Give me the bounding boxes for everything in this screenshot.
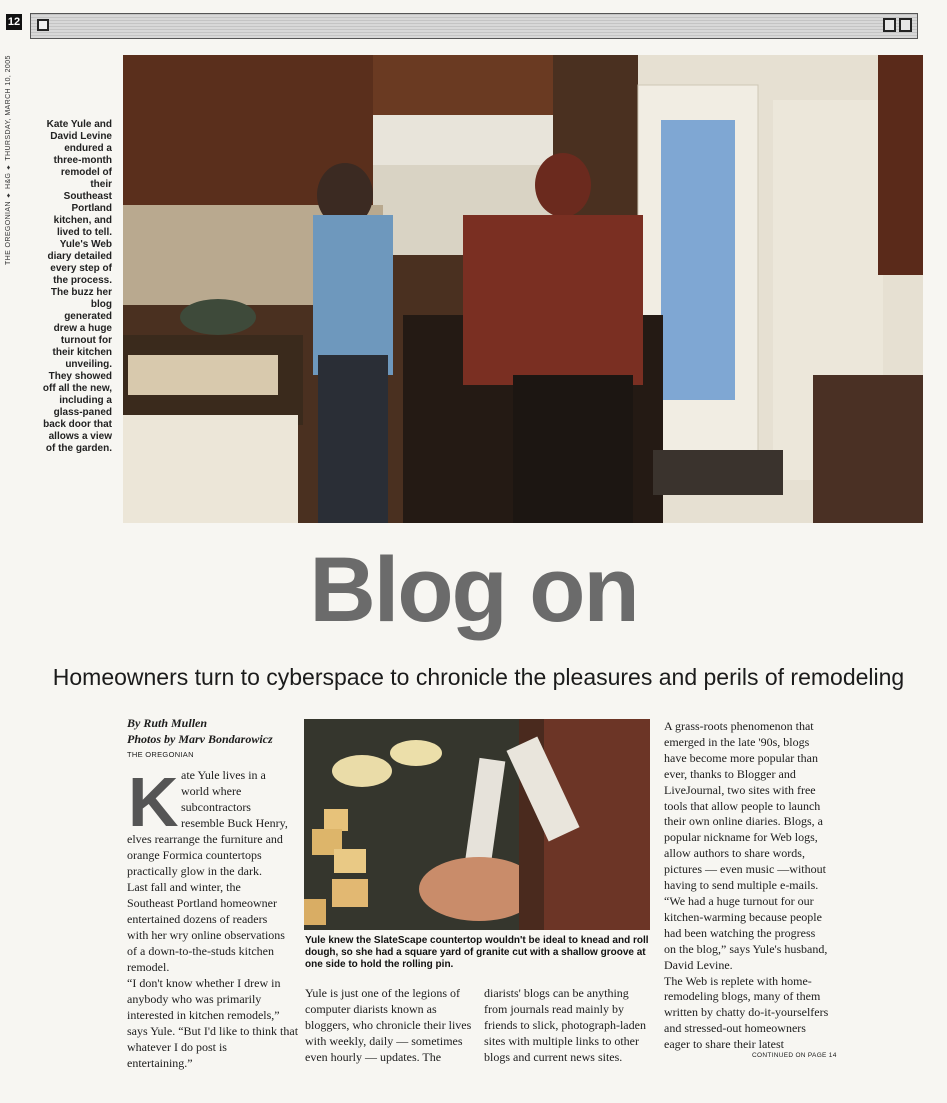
text-line: bloggers, who chronicle their lives — [305, 1018, 472, 1032]
text-line: computer diarists known as — [305, 1002, 437, 1016]
text-line: eager to share their latest — [664, 1037, 784, 1052]
text-line: turnout for — [60, 335, 112, 346]
page-number: 12 — [7, 16, 21, 28]
headline: Blog on — [309, 539, 638, 641]
text-line: emerged in the late '90s, blogs — [664, 734, 810, 749]
text-line: blogs and current news sites. — [484, 1050, 623, 1064]
text-line: “I don't know whether I drew in — [127, 976, 281, 990]
edition-line: THE OREGONIAN ♦ H&G ♦ THURSDAY, MARCH 10, 2005 — [5, 55, 12, 265]
continued-note: CONTINUED ON PAGE 14 — [752, 1052, 837, 1059]
byline-photos: Photos by Marv Bondarowicz — [127, 732, 273, 746]
text-line: sites with multiple links to other — [484, 1034, 639, 1048]
text-line: blog — [90, 299, 112, 310]
text-line: off all the new, — [42, 383, 112, 394]
text-line: diary detailed — [47, 251, 112, 262]
text-line: A grass-roots phenomenon that — [664, 719, 814, 733]
text-line: entertained dozens of readers — [127, 912, 268, 926]
dough-photo — [304, 719, 650, 930]
text-line: lived to tell. — [56, 227, 112, 238]
text-line: remodel. — [127, 960, 170, 974]
text-line: their — [90, 179, 112, 190]
scan-toolbar — [30, 13, 918, 39]
text-line: with her wry online observations — [127, 928, 285, 942]
text-line: LiveJournal, two sites with free — [664, 782, 816, 797]
text-line: allows a view — [48, 431, 112, 442]
panel-right-icon[interactable] — [899, 18, 912, 32]
text-line: Yule is just one of the legions of — [305, 986, 460, 1000]
text-line: entertaining.” — [127, 1056, 193, 1070]
text-line: David Levine. — [664, 957, 733, 972]
text-line: their own online diaries. Blogs, a — [664, 814, 823, 829]
text-line: ever, thanks to Blogger and — [664, 766, 796, 781]
photo-caption — [28, 119, 112, 455]
text-line: allow authors to share words, — [664, 846, 805, 861]
byline-author: By Ruth Mullen — [127, 716, 208, 730]
text-line: remodeling blogs, many of them — [664, 989, 821, 1004]
text-line: with weekly, daily — sometimes — [305, 1034, 463, 1048]
text-line: on the blog,” says Yule's husband, — [664, 941, 828, 956]
column-3 — [484, 985, 646, 1065]
column-4 — [664, 719, 828, 1053]
text-line: diarists' blogs can be anything — [484, 986, 629, 1000]
kitchen-photo — [123, 55, 923, 523]
text-line: says Yule. “But I'd like to think that — [127, 1024, 299, 1038]
byline-paper: THE OREGONIAN — [127, 750, 194, 759]
column-1 — [127, 831, 298, 1071]
drop-cap: K — [128, 763, 179, 841]
text-line: and stressed-out homeowners — [664, 1021, 806, 1036]
text-line: Kate Yule and — [46, 119, 112, 130]
text-line: tools that allow people to launch — [664, 798, 821, 813]
text-line: whatever I do post is — [127, 1040, 227, 1054]
text-line: kitchen-warming because people — [664, 909, 822, 924]
text-line: friends to slick, photograph-laden — [484, 1018, 646, 1032]
text-line: practically glow in the dark. — [127, 864, 262, 878]
deck: Homeowners turn to cyberspace to chronicle the pleasures and perils of remodeling — [52, 664, 905, 690]
column-2 — [305, 985, 471, 1065]
text-line: endured a — [64, 143, 112, 154]
text-line: three-month — [53, 155, 112, 166]
text-line: generated — [64, 311, 112, 322]
text-line: written by chatty do-it-yourselfers — [664, 1005, 829, 1020]
text-line: Portland — [71, 203, 112, 214]
column-1-drop — [181, 767, 288, 831]
text-line: Southeast Portland homeowner — [127, 896, 277, 910]
text-line: had been watching the progress — [664, 925, 816, 940]
text-line: the process. — [53, 275, 112, 286]
dough-photo-caption: Yule knew the SlateScape countertop wouldn't be ideal to knead and roll dough, so she had a square yard of granite cut with a shallow groove at one side to hold the rolling pin. — [305, 935, 649, 970]
text-line: interested in kitchen remodels,” — [127, 1008, 280, 1022]
text-line: back door that — [43, 419, 112, 430]
text-line: world where — [181, 784, 242, 798]
text-line: have become more popular than — [664, 750, 818, 765]
text-line: glass-paned — [53, 407, 112, 418]
text-line: ate Yule lives in a — [181, 768, 266, 782]
text-line: David Levine — [50, 131, 112, 142]
text-line: The Web is replete with home- — [664, 973, 812, 988]
text-line: They showed — [48, 371, 112, 382]
text-line: subcontractors — [181, 800, 251, 814]
text-line: anybody who was primarily — [127, 992, 262, 1006]
text-line: Southeast — [63, 191, 112, 202]
text-line: unveiling. — [65, 359, 112, 370]
checkbox-icon[interactable] — [37, 19, 49, 31]
text-line: resemble Buck Henry, — [181, 816, 288, 830]
text-line: of the garden. — [45, 443, 112, 454]
text-line: from journals read mainly by — [484, 1002, 624, 1016]
text-line: including a — [59, 395, 112, 406]
text-line: Yule's Web — [59, 239, 112, 250]
text-line: kitchen, and — [53, 215, 112, 226]
text-line: drew a huge — [53, 323, 112, 334]
text-line: their kitchen — [52, 347, 112, 358]
panel-left-icon[interactable] — [883, 18, 896, 32]
text-line: remodel of — [60, 167, 112, 178]
text-line: “We had a huge turnout for our — [664, 893, 814, 908]
text-line: elves rearrange the furniture and — [127, 832, 283, 846]
text-line: pictures — even music —without — [664, 862, 826, 877]
text-line: having to send multiple e-mails. — [664, 878, 819, 893]
text-line: The buzz her — [50, 287, 112, 298]
text-line: even hourly — updates. The — [305, 1050, 442, 1064]
text-line: popular nickname for Web logs, — [664, 830, 818, 845]
text-line: of a down-to-the-studs kitchen — [127, 944, 274, 958]
text-line: every step of — [50, 263, 112, 274]
text-line: orange Formica countertops — [127, 848, 262, 862]
text-line: Last fall and winter, the — [127, 880, 241, 894]
